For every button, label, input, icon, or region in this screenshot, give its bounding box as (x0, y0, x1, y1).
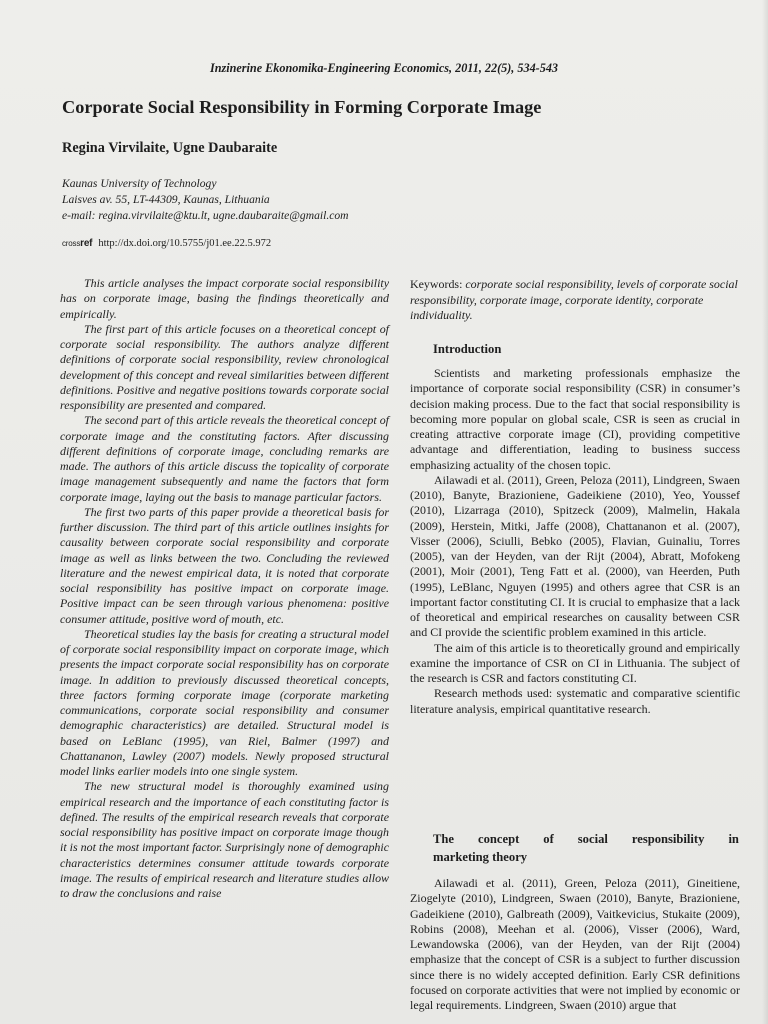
keywords-text: corporate social responsibility, levels of corporate social responsibility, corporate image, corporate identity, corporate individuality. (410, 277, 738, 322)
abstract-paragraph: Theoretical studies lay the basis for creating a structural model of corporate social responsibility impact on corporate image, which presents the impact corporate social responsibility has on corporate image. In addition to previously discussed theoretical concepts, three factors forming corporate image (corporate marketing communications, corporate social responsibility and consumer demographic characteristics) are detailed. Structural model is based on LeBlanc (1995), van Riel, Balmer (1997) and Chattananon, Lawley (2007) models. Newly proposed structural model links earlier models into one single system. (60, 626, 389, 778)
intro-paragraph: Scientists and marketing professionals emphasize the importance of corporate social responsibility (CSR) in consumer’s decision making process. Due to the fact that social responsibility is becoming more popular on global scale, CSR is seen as crucial in creating attractive corporate image (CI), providing competitive advantage and differentiation, leading to business success emphasizing actuality of the chosen topic. (410, 366, 740, 472)
doi-link[interactable]: http://dx.doi.org/10.5755/j01.ee.22.5.972 (98, 238, 272, 249)
introduction-body (410, 366, 740, 717)
intro-paragraph: Research methods used: systematic and comparative scientific literature analysis, empirical quantitative research. (410, 686, 740, 716)
authors: Regina Virvilaite, Ugne Daubaraite (62, 140, 278, 156)
keywords-label: Keywords: (410, 277, 463, 291)
paper-title: Corporate Social Responsibility in Forming Corporate Image (62, 97, 542, 117)
introduction-heading: Introduction (433, 342, 502, 356)
abstract (60, 276, 389, 901)
concept-heading-word: in (728, 832, 739, 846)
crossref-logo: crossref (62, 238, 93, 249)
scan-shadow (762, 0, 768, 1024)
concept-paragraph: Ailawadi et al. (2011), Green, Peloza (2011), Gineitiene, Ziogelyte (2010), Lindgreen, Swaen (2010), Banyte, Brazioniene, Gadeikiene (2010), Galbreath (2009), Vaitkevicius, Stukaite (2009), Robins (2008), Meehan et al. (2006), Visser (2006), Ward, Lewandowska (2006), van der Heyden, van der Rijt (2004) emphasize that the concept of CSR is a subject to further discussion since there is no widely accepted definition. Early CSR definitions focused on corporate activities that were not implied by economic or legal requirements. Lindgreen, Swaen (2010) argue that (410, 876, 740, 1012)
concept-heading-word: The (433, 832, 454, 846)
affiliation-university: Kaunas University of Technology (62, 177, 217, 190)
concept-heading-line2: marketing theory (433, 850, 528, 864)
journal-header: Inzinerine Ekonomika-Engineering Economics, 2011, 22(5), 534-543 (209, 61, 559, 75)
concept-heading-word: of (543, 832, 554, 846)
abstract-paragraph: The second part of this article reveals the theoretical concept of corporate image and the constituting factors. After discussing different definitions of corporate image, concluding remarks are made. The authors of this article discuss the topicality of corporate image management subsequently and name the factors that form corporate image, laying out the basis to manage particular factors. (60, 413, 389, 504)
affiliation-address: Laisves av. 55, LT-44309, Kaunas, Lithuania (62, 193, 270, 206)
doi-line (62, 238, 271, 249)
intro-paragraph: Ailawadi et al. (2011), Green, Peloza (2011), Lindgreen, Swaen (2010), Banyte, Brazioniene, Gadeikiene (2010), Yeo, Youssef (2010), Lizarraga (2010), Spitzeck (2009), Malmelin, Hakala (2009), Herstein, Mitki, Jaffe (2008), Chattananon et al. (2007), Visser (2006), Sciulli, Bebko (2005), Flavian, Guinaliu, Torres (2005), van der Heyden, van der Rijt (2004), Abratt, Mofokeng (2001), Moir (2001), Teng Fatt et al. (2000), van Heerden, Puth (1995), LeBlanc, Nguyen (1995) and others agree that CSR is an important factor constituting CI. It is crucial to emphasize that a lack of theoretical and empirical researches on causality between CSR and CI provide the scientific problem examined in this article. (410, 472, 740, 640)
keywords (410, 277, 740, 324)
affiliation (62, 176, 349, 224)
abstract-paragraph: This article analyses the impact corporate social responsibility has on corporate image, basing the findings theoretically and empirically. (60, 276, 389, 321)
abstract-paragraph: The first part of this article focuses on a theoretical concept of corporate social responsibility. The authors analyze different definitions of corporate social responsibility, review chronological development of this concept and reveal similarities between different definitions. Positive and negative positions towards corporate social responsibility are presented and compared. (60, 321, 389, 412)
concept-heading (433, 830, 739, 866)
intro-paragraph: The aim of this article is to theoretically ground and empirically examine the importance of CSR on CI in Lithuania. The subject of the research is CSR and factors constituting CI. (410, 640, 740, 685)
abstract-paragraph: The new structural model is thoroughly examined using empirical research and the importance of each constituting factor is defined. The results of the empirical research reveals that corporate social responsibility has positive impact on corporate image though it is not the most important factor. Surprisingly none of demographic characteristics determines consumer attitude towards corporate image. The results of empirical research and literature studies allow to draw the conclusions and raise (60, 779, 389, 900)
abstract-paragraph: The first two parts of this paper provide a theoretical basis for further discussion. The third part of this article outlines insights for causality between corporate social responsibility and corporate image as well as links between the two. Concluding the reviewed literature and the newest empirical data, it is noted that corporate social responsibility has positive impact on corporate image. Positive impact can be seen through various phenomena: positive consumer attitude, positive word of mouth, etc. (60, 504, 389, 626)
concept-body (410, 876, 740, 1013)
concept-heading-word: social (577, 832, 608, 846)
concept-heading-word: responsibility (631, 832, 705, 846)
affiliation-email: e-mail: regina.virvilaite@ktu.lt, ugne.daubaraite@gmail.com (62, 209, 349, 222)
concept-heading-word: concept (478, 832, 520, 846)
